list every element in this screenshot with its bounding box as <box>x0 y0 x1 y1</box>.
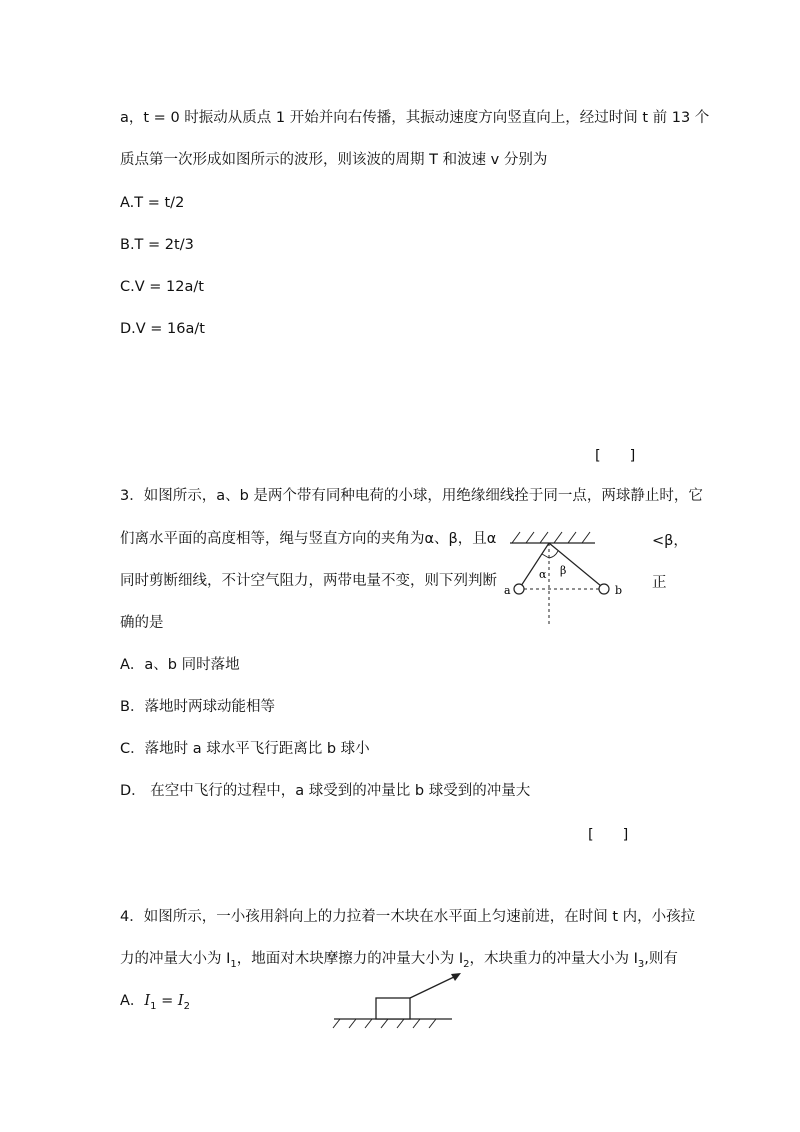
q4-option-a: A．$I_1 = I_2$ <box>120 993 191 1012</box>
q4-stem-line2: 力的冲量大小为 $I_1$，地面对木块摩擦力的冲量大小为 $I_2$，木块重力的冲量大小为 $I_3$,则有 <box>120 951 678 970</box>
q3-option-a: A．a、b 同时落地 <box>120 657 240 673</box>
q3-stem-line3-right: 正 <box>652 575 667 591</box>
q2-stem-line1: a，t = 0 时振动从质点 1 开始并向右传播，其振动速度方向竖直向上，经过时间 t 前 13 个 <box>120 110 710 126</box>
q3-answer-bracket: [ ] <box>588 827 629 843</box>
q2-stem-line2: 质点第一次形成如图所示的波形，则该波的周期 T 和波速 v 分别为 <box>120 152 548 168</box>
q3-figure-label-a: a <box>504 584 511 597</box>
q3-stem-line1: 3．如图所示，a、b 是两个带有同种电荷的小球，用绝缘细线拴于同一点，两球静止时，它 <box>120 488 703 504</box>
q3-stem-line4: 确的是 <box>120 615 164 631</box>
q2-answer-bracket: [ ] <box>595 448 636 464</box>
q3-stem-line2: 们离水平面的高度相等，绳与竖直方向的夹角为α、β，且α <box>120 531 497 547</box>
q2-option-a: A.T = t/2 <box>120 195 185 211</box>
q3-pendulum-figure <box>500 530 630 630</box>
q3-figure-label-beta: β <box>560 564 567 577</box>
q3-option-d: D． 在空中飞行的过程中，a 球受到的冲量比 b 球受到的冲量大 <box>120 783 531 799</box>
q3-figure-label-b: b <box>615 584 623 597</box>
q4-block-figure <box>330 970 470 1030</box>
q3-option-c: C．落地时 a 球水平飞行距离比 b 球小 <box>120 741 370 757</box>
q3-stem-line3: 同时剪断细线，不计空气阻力，两带电量不变，则下列判断 <box>120 573 497 589</box>
q3-stem-line2-right: <β， <box>652 533 688 549</box>
q3-option-b: B．落地时两球动能相等 <box>120 699 275 715</box>
q2-option-b: B.T = 2t/3 <box>120 237 194 253</box>
q4-stem-line1: 4．如图所示，一小孩用斜向上的力拉着一木块在水平面上匀速前进，在时间 t 内，小孩拉 <box>120 909 696 925</box>
q2-option-d: D.V = 16a/t <box>120 321 205 337</box>
q3-figure-label-alpha: α <box>539 568 547 581</box>
q2-option-c: C.V = 12a/t <box>120 279 204 295</box>
